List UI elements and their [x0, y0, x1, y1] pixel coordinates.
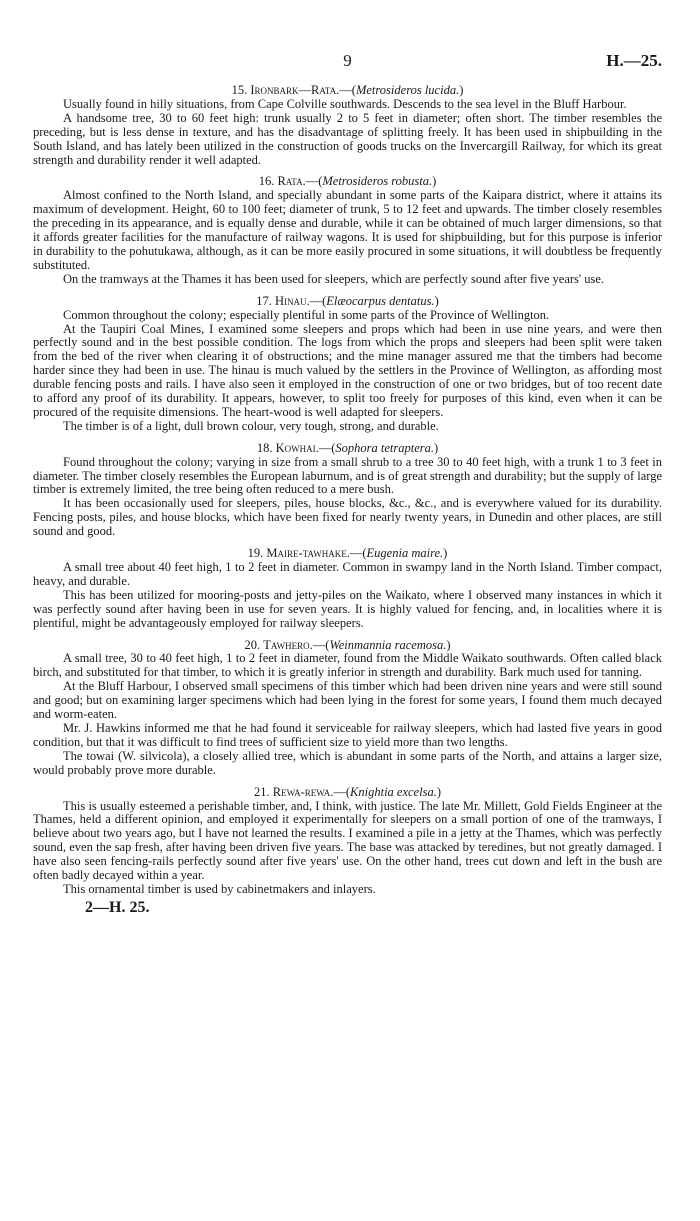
sci-close: ) [434, 293, 439, 308]
timber-section [33, 175, 662, 286]
scientific-name: Eugenia maire. [366, 546, 444, 561]
sci-open: —( [349, 546, 367, 561]
section-name: Hinau. [274, 293, 310, 308]
section-title [33, 786, 662, 800]
page-number: 9 [343, 51, 352, 70]
sci-open: —( [339, 83, 356, 97]
sci-open: —( [318, 440, 336, 455]
paragraph: Mr. J. Hawkins informed me that he had found it serviceable for railway sleepers, which had lasted five years in good condition, but that it was difficult to find trees of sufficient size to yield more than two lengths. [33, 720, 662, 749]
sci-close: ) [432, 174, 437, 189]
section-title [33, 442, 662, 456]
section-title [33, 175, 662, 189]
sci-open: —( [333, 784, 351, 799]
section-number: 16. [258, 174, 275, 189]
scientific-name: Knightia excelsa. [350, 784, 437, 799]
section-name: Kowhai. [275, 440, 319, 455]
sci-open: —( [312, 637, 330, 652]
section-title [33, 639, 662, 653]
section-number: 20. [244, 637, 261, 652]
paragraph: Found throughout the colony; varying in size from a small shrub to a tree 30 to 40 feet high, with a trunk 1 to 3 feet in diameter. The timber closely resembles the European laburnum, and is of great strength and durability; but the supply of large timber is extremely limited, the tree being often reduced to a mere bush. [33, 454, 662, 497]
section-number: 21. [253, 784, 270, 799]
paragraph: A handsome tree, 30 to 60 feet high: trunk usually 2 to 5 feet in diameter; often short. The timber resembles the preceding, but is less dense in texture, and has the disadvantage of splitting freely. It has been used in shipbuilding in the South Island, and has lately been utilized in the construction of goods trucks on the Invercargill Railway, for which its great strength and durability render it well adapted. [33, 110, 662, 167]
section-title [33, 547, 662, 561]
section-name: Maire-tawhake. [266, 546, 350, 561]
section-title [33, 84, 662, 98]
paragraph: At the Taupiri Coal Mines, I examined some sleepers and props which had been in use nine years, and were then perfectly sound and in the best possible condition. The logs from which the props and sleepers had been split were taken from the bed of the river when clearing it of obstructions; and the mine manager assured me that the timbers had become harder since they had been in use. The hinau is much valued by the settlers in the Province of Wellington, as affording most durable fencing posts and rails. I have also seen it employed in the construction of one or two bridges, but of too recent date to afford any proof of its durability. It appears, however, to split too freely for purposes of this kind, even when it can be procured of the requisite dimensions. The heart-wood is well adapted for sleepers. [33, 321, 662, 419]
section-name: Rata. [277, 174, 306, 189]
document-code: H.—25. [606, 51, 662, 70]
sections-container [33, 84, 662, 897]
scientific-name: Metrosideros lucida. [355, 83, 460, 97]
timber-section [33, 639, 662, 778]
section-number: 19. [247, 546, 264, 561]
page-header [33, 0, 662, 84]
section-name: Tawhero. [263, 637, 313, 652]
scientific-name: Elæocarpus dentatus. [326, 293, 435, 308]
section-name: Rewa-rewa. [272, 784, 334, 799]
scientific-name: Weinmannia racemosa. [329, 637, 447, 652]
scientific-name: Metrosideros robusta. [322, 174, 433, 189]
scientific-name: Sophora tetraptera. [335, 440, 434, 455]
paragraph: This is usually esteemed a perishable timber, and, I think, with justice. The late Mr. Millett, Gold Fields Engineer at the Thames, held a different opinion, and employed it experimentally for sleepers on a small portion of one of the tramways, I believe about two years ago, but I have not learned the results. I examined a pile in a jetty at the Thames, which was perfectly sound, even the sap fresh, after having been driven five years. The base was attacked by teredines, but not greatly damaged. I have also seen fencing-rails perfectly sound after five years' use. On the other hand, trees cut down and left in the bush are often badly decayed within a year. [33, 798, 662, 883]
timber-section [33, 84, 662, 167]
paragraph: This ornamental timber is used by cabinetmakers and inlayers. [63, 881, 376, 896]
sci-close: ) [443, 546, 448, 561]
paragraph: A small tree about 40 feet high, 1 to 2 feet in diameter. Common in swampy land in the North Island. Timber compact, heavy, and durable. [33, 560, 662, 588]
paragraph: A small tree, 30 to 40 feet high, 1 to 2 feet in diameter, found from the Middle Waikato southwards. Often called black birch, and substituted for that timber, to which it is greatly inferior in strength and durability. Bark much used for tanning. [33, 651, 662, 680]
paragraph: At the Bluff Harbour, I observed small specimens of this timber which had been driven nine years and were still sound and good; but on examining larger specimens which had been lying in the forest for some years, I found them much decayed and worm-eaten. [33, 679, 662, 722]
timber-section [33, 786, 662, 897]
paragraph: This has been utilized for mooring-posts and jetty-piles on the Waikato, where I observed many instances in which it was perfectly sound after having been in use for seven years. It is highly valued for fencing, and, in localities where it is plentiful, might be advantageously employed for railway sleepers. [33, 587, 662, 630]
paragraph: Usually found in hilly situations, from Cape Colville southwards. Descends to the sea level in the Bluff Harbour. [63, 96, 627, 111]
sci-close: ) [434, 440, 439, 455]
section-name: Ironbark—Rata. [250, 83, 340, 97]
timber-section [33, 547, 662, 630]
printer-signature: 2—H. 25. [85, 898, 150, 916]
section-number: 18. [256, 440, 273, 455]
sci-close: ) [446, 637, 451, 652]
paragraph: Common throughout the colony; especially plentiful in some parts of the Province of Wellington. [63, 307, 550, 322]
sci-open: —( [305, 174, 323, 189]
paragraph: The towai (W. silvicola), a closely allied tree, which is abundant in some parts of the North, and attains a larger size, would probably prove more durable. [33, 748, 662, 777]
paragraph: It has been occasionally used for sleepers, piles, house blocks, &c., &c., and is everywhere valued for its durability. Fencing posts, piles, and house blocks, which have been fixed for nearly twenty years, in Dunedin and other places, are still sound and good. [33, 496, 662, 539]
timber-section [33, 442, 662, 539]
paragraph: Almost confined to the North Island, and specially abundant in some parts of the Kaipara district, where it attains its maximum of development. Height, 60 to 100 feet; diameter of trunk, 5 to 12 feet and upwards. The timber closely resembles the preceding in its appearance, and is equally dense and durable, while it can be obtained of much larger dimensions, so that it affords greater facilities for the manufacture of railway wagons. It is used for shipbuilding, but for this purpose is inferior in durability to the pohutukawa, although, as it can be more easily procured in some situations, it will doubtless be frequently substituted. [33, 188, 662, 272]
sci-close: ) [459, 83, 464, 97]
paragraph: The timber is of a light, dull brown colour, very tough, strong, and durable. [63, 418, 439, 433]
timber-section [33, 295, 662, 434]
section-number: 17. [256, 293, 272, 308]
sci-open: —( [309, 293, 327, 308]
section-number: 15. [231, 83, 248, 97]
paragraph: On the tramways at the Thames it has been used for sleepers, which are perfectly sound after five years' use. [63, 271, 605, 286]
sci-close: ) [436, 784, 441, 799]
section-title [33, 295, 662, 309]
